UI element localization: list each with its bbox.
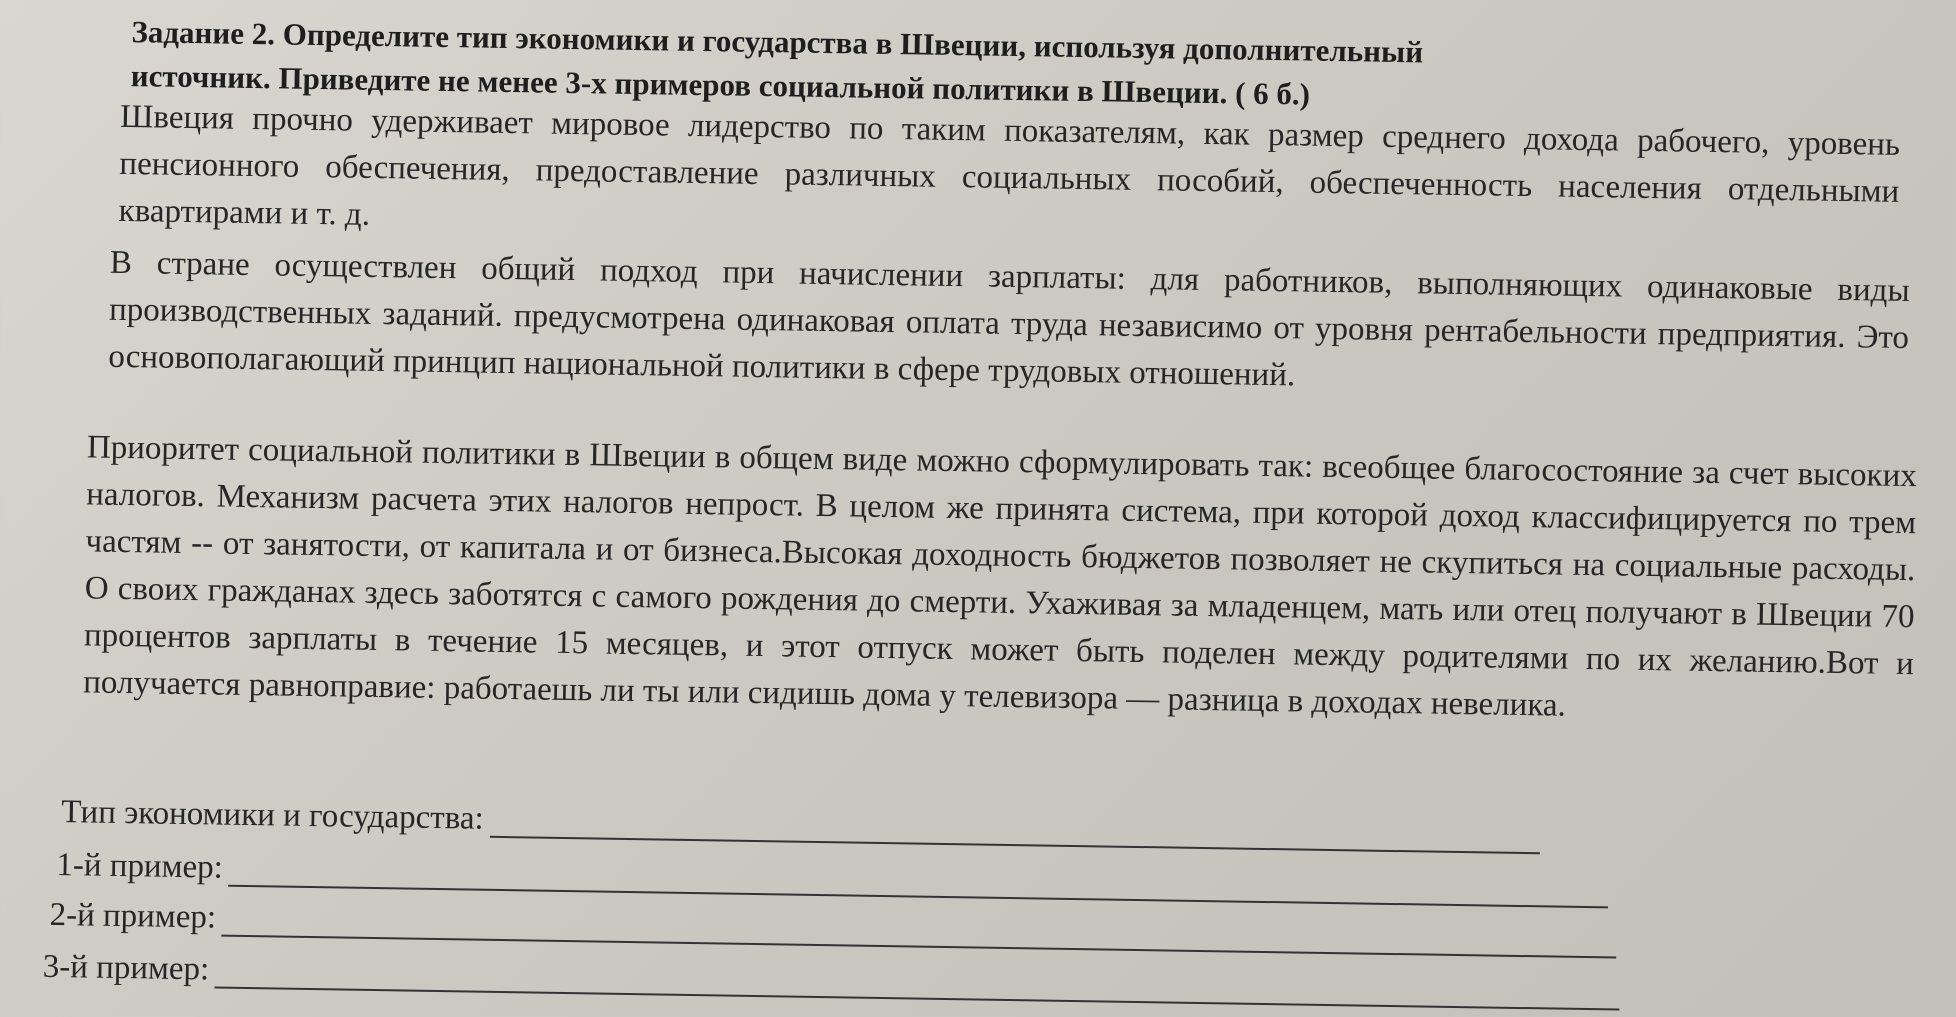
answer-example-3-label: 3-й пример: — [42, 948, 210, 988]
answer-example-3-blank[interactable] — [215, 957, 1620, 1011]
answer-economy-type — [61, 794, 1540, 854]
paragraph-social-policy: Приоритет социальной политики в Швеции в общем виде можно сформулировать так: всеобщее благосостояние за счет высоких налогов. Механизм расчета этих налогов непрост. В целом же принята система, при которой доход классифицируется по трем частям -- от занятости, от капитала и от бизнеса.Высокая доходность бюджетов позволяет не скупиться на социальные расходы. О своих гражданах здесь заботятся с самого рождения до смерти. Ухаживая за младенцем, мать или отец получают в Швеции 70 процентов зарплаты в течение 15 месяцев, и этот отпуск может быть поделен между родителями по их желанию.Вот и получается равноправие: работаешь ли ты или сидишь дома у телевизора — разница в доходах невелика. — [83, 429, 1918, 724]
paragraph-living-standards: Швеция прочно удерживает мировое лидерство по таким показателям, как размер среднего дохода рабочего, уровень пенсионного обеспечения, предоставление различных социальных пособий, обеспеченность населения отдельными квартирами и т. д. — [118, 98, 1901, 233]
task-title-line-2: источник. Приведите не менее 3-х примеров социальной политики в Швеции. ( 6 б.) — [130, 58, 1311, 112]
answer-example-1-blank[interactable] — [229, 855, 1609, 909]
answer-example-1 — [56, 847, 1609, 908]
answer-example-1-label: 1-й пример: — [56, 846, 224, 886]
answer-example-2-blank[interactable] — [222, 905, 1617, 959]
answer-economy-type-label: Тип экономики и государства: — [60, 794, 484, 837]
answer-example-3 — [43, 949, 1621, 1011]
answer-example-2 — [49, 897, 1617, 959]
paragraph-wage-policy: В стране осуществлен общий подход при начислении зарплаты: для работников, выполняющих одинаковые виды производственных заданий. предусмотрена одинаковая оплата труда независимо от уровня рентабельности предприятия. Это основополагающий принцип национальной политики в сфере трудовых отношений. — [108, 244, 1910, 394]
answer-economy-type-blank[interactable] — [489, 806, 1539, 854]
task-title-line-1: Задание 2. Определите тип экономики и государства в Швеции, используя дополнительный — [131, 14, 1424, 70]
answer-example-2-label: 2-й пример: — [49, 896, 217, 936]
